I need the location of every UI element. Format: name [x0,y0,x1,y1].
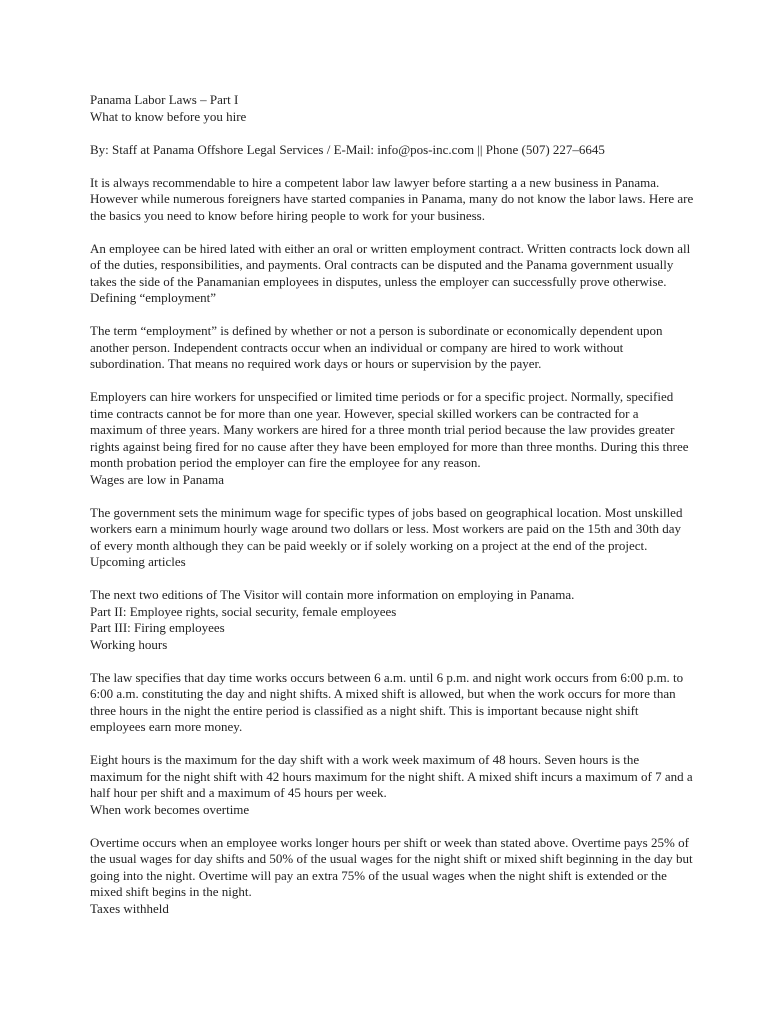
heading-taxes-withheld: Taxes withheld [90,900,169,916]
paragraph-upcoming: The next two editions of The Visitor will contain more information on employing in Panama. [90,587,575,602]
paragraph-overtime: Overtime occurs when an employee works longer hours per shift or week than stated above. Overtime pays 25% of the usual wages for day shifts and 50% of the usual wages for the night shift or mixed shift beginning in the day but going into the night. Overtime will pay an extra 75% of the usual wages when the night shift is extended or the mixed shift begins in the night. [90,834,693,899]
heading-wages: Wages are low in Panama [90,471,224,487]
paragraph-time-periods: Employers can hire workers for unspecified or limited time periods or for a specific project. Normally, specified time contracts cannot be for more than one year. However, special skilled workers can be contracted for a maximum of three years. Many workers are hired for a three month trial period because the law provides greater rights against being fired for no cause after they have been employed for more than three months. During this three month probation period the employer can fire the employee for any reason. [90,389,689,470]
list-item-part-three: Part III: Firing employees [90,620,225,635]
paragraph-shifts: The law specifies that day time works occurs between 6 a.m. until 6 p.m. and night work occurs from 6:00 p.m. to 6:00 a.m. constituting the day and night shifts. A mixed shift is allowed, but when the work occurs for more than three hours in the night the entire period is classified as a night shift. This is important because night shift employees earn more money. [90,669,684,734]
heading-defining-employment: Defining “employment” [90,290,216,305]
paragraph-wages: The government sets the minimum wage for specific types of jobs based on geographical location. Most unskilled workers earn a minimum hourly wage around two dollars or less. Most workers are paid on the 15th and 30th day of every month although they can be paid weekly or if solely working on a project at the end of the project. [90,504,683,553]
paragraph-maximum-hours: Eight hours is the maximum for the day shift with a work week maximum of 48 hours. Seven hours is the maximum for the night shift with 42 hours maximum for the night shift. A mixed shift incurs a maximum of 7 and a half hour per shift and a maximum of 45 hours per week. [90,752,693,800]
paragraph-contracts: An employee can be hired lated with either an oral or written employment contract. Written contracts lock down all of the duties, responsibilities, and payments. Oral contracts can be disputed and the Panama government usually takes the side of the Panamanian employees in disputes, unless the employer can successfully prove otherwise. [90,240,691,289]
heading-overtime: When work becomes overtime [90,801,250,817]
heading-upcoming-articles: Upcoming articles [90,554,186,569]
paragraph-intro: It is always recommendable to hire a competent labor law lawyer before starting a a new business in Panama. However while numerous foreigners have started companies in Panama, many do not know the labor laws. Here are the basics you need to know before hiring people to work for your business. [90,174,694,223]
heading-working-hours: Working hours [90,636,168,652]
document-page [90,92,694,917]
document-title: Panama Labor Laws – Part I [90,92,239,107]
paragraph-employment: The term “employment” is defined by whether or not a person is subordinate or economically dependent upon another person. Independent contracts occur when an individual or company are hired to work without subordination. That means no required work days or hours or supervision by the payer. [90,323,663,371]
byline: By: Staff at Panama Offshore Legal Services / E-Mail: info@pos-inc.com || Phone (507) 227–6645 [90,141,605,157]
list-item-part-two: Part II: Employee rights, social security, female employees [90,603,397,619]
document-subtitle: What to know before you hire [90,108,247,124]
